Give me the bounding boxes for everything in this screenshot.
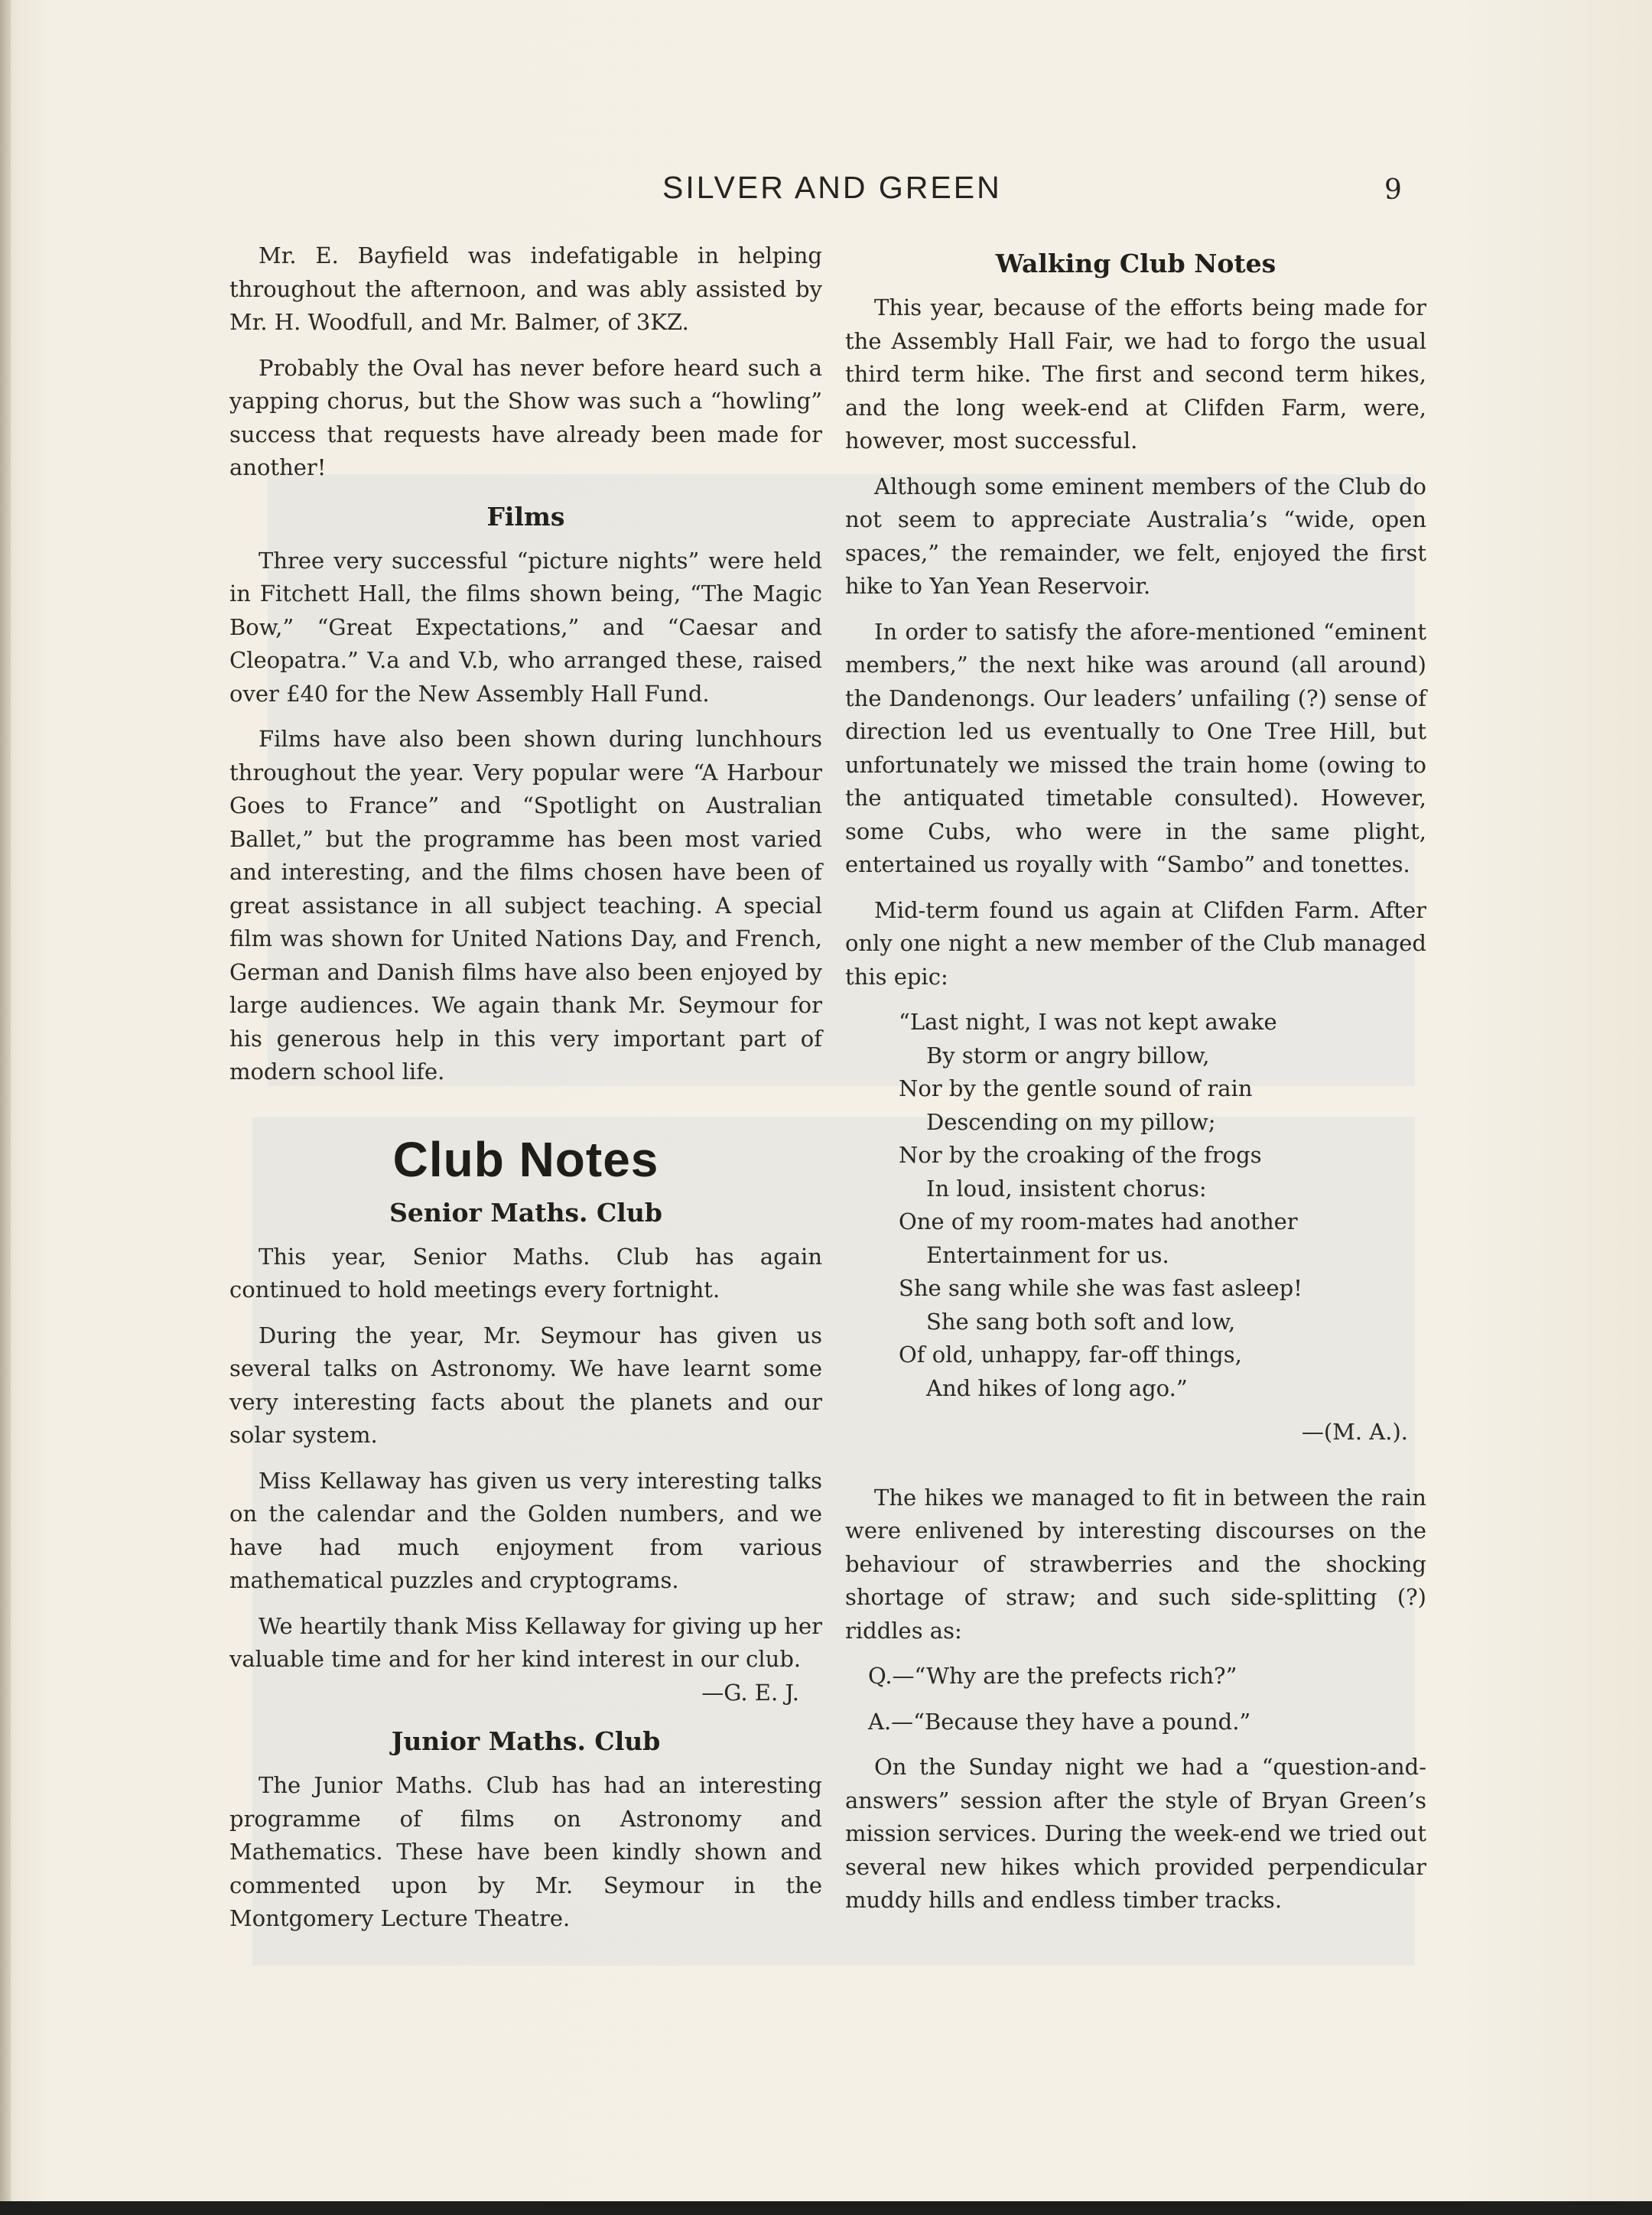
page-header [0, 170, 1652, 216]
paragraph: On the Sunday night we had a “question-and-answers” session after the style of Bryan Green’s mission services. During the week-end we tried out several new hikes which provided perpendicular muddy hills and endless timber tracks. [845, 1754, 1426, 1913]
poem-credit: —(M. A.). [1301, 1419, 1408, 1445]
paragraph: Three very successful “picture nights” were held in Fitchett Hall, the films shown being, “The Magic Bow,” “Great Expectations,” and “Caesar and Cleopatra.” V.a and V.b, who arranged these, raised over £40 for the New Assembly Hall Fund. [229, 547, 822, 707]
poem-line: Descending on my pillow; [926, 1108, 1216, 1135]
paragraph: We heartily thank Miss Kellaway for giving up her valuable time and for her kind interest in our club. [229, 1612, 822, 1672]
signature: —G. E. J. [701, 1679, 799, 1706]
paragraph: This year, because of the efforts being made for the Assembly Hall Fair, we had to forgo the usual third term hike. The first and second term hikes, and the long week-end at Clifden Farm, were, however, most successful. [845, 294, 1426, 454]
films-heading: Films [486, 501, 565, 532]
poem-line: She sang while she was fast asleep! [899, 1275, 1302, 1301]
poem-line: Entertainment for us. [926, 1241, 1169, 1268]
poem-line: Nor by the croaking of the frogs [899, 1142, 1262, 1168]
paragraph: In order to satisfy the afore-mentioned “eminent members,” the next hike was around (all around) the Dandenongs. Our leaders’ unfailing (?) sense of direction led us eventually to One Tree Hill, but unfortunately we missed the train home (owing to the antiquated timetable consulted). However, some Cubs, who were in the same plight, entertained us royally with “Sambo” and tonettes. [845, 618, 1426, 877]
paragraph: The Junior Maths. Club has had an interesting programme of films on Astronomy and Mathematics. These have been kindly shown and commented upon by Mr. Seymour in the Montgomery Lecture Theatre. [229, 1772, 822, 1931]
paragraph: The hikes we managed to fit in between the rain were enlivened by interesting discourses on the behaviour of strawberries and the shocking shortage of straw; and such side-splitting (?) riddles as: [845, 1484, 1426, 1644]
poem-line: She sang both soft and low, [926, 1308, 1236, 1335]
poem-line: By storm or angry billow, [926, 1042, 1210, 1068]
paragraph: Mr. E. Bayfield was indefatigable in helping throughout the afternoon, and was ably assisted by Mr. H. Woodfull, and Mr. Balmer, of 3KZ. [229, 242, 822, 335]
page-number: 9 [1384, 174, 1402, 206]
poem-line: One of my room-mates had another [899, 1208, 1298, 1234]
riddle-answer: A.—“Because they have a pound.” [868, 1708, 1251, 1735]
page-spine-shadow [0, 0, 11, 2201]
junior-maths-heading: Junior Maths. Club [391, 1726, 661, 1756]
paragraph: This year, Senior Maths. Club has again continued to hold meetings every fortnight. [229, 1243, 822, 1303]
poem-line: Of old, unhappy, far-off things, [899, 1342, 1242, 1368]
poem-line: In loud, insistent chorus: [926, 1175, 1207, 1202]
walking-club-heading: Walking Club Notes [995, 249, 1276, 278]
paragraph: Miss Kellaway has given us very interesting talks on the calendar and the Golden numbers, and we have had much enjoyment from various mathematical puzzles and cryptograms. [229, 1467, 822, 1593]
right-column [845, 239, 1426, 1930]
paragraph: During the year, Mr. Seymour has given us several talks on Astronomy. We have learnt some very interesting facts about the planets and our solar system. [229, 1322, 822, 1448]
paragraph: Probably the Oval has never before heard such a yapping chorus, but the Show was such a “howling” success that requests have already been made for another! [229, 354, 822, 480]
scan-bottom-edge [0, 2201, 1652, 2215]
running-title: SILVER AND GREEN [662, 170, 1002, 205]
poem [899, 1006, 1426, 1405]
poem-line: “Last night, I was not kept awake [899, 1009, 1277, 1035]
left-column [229, 239, 822, 1948]
paragraph: Although some eminent members of the Club do not seem to appreciate Australia’s “wide, open spaces,” the remainder, we felt, enjoyed the first hike to Yan Yean Reservoir. [845, 473, 1426, 599]
senior-maths-heading: Senior Maths. Club [389, 1197, 662, 1228]
paragraph: Films have also been shown during lunchhours throughout the year. Very popular were “A Harbour Goes to France” and “Spotlight on Australian Ballet,” but the programme has been most varied and interesting, and the films chosen have been of great assistance in all subject teaching. A special film was shown for United Nations Day, and French, German and Danish films have also been enjoyed by large audiences. We again thank Mr. Seymour for his generous help in this very important part of modern school life. [229, 726, 822, 1085]
riddle-question: Q.—“Why are the prefects rich?” [868, 1663, 1237, 1689]
club-notes-heading: Club Notes [392, 1131, 659, 1187]
poem-line: Nor by the gentle sound of rain [899, 1075, 1253, 1101]
paragraph: Mid-term found us again at Clifden Farm. After only one night a new member of the Club managed this epic: [845, 896, 1426, 990]
poem-line: And hikes of long ago.” [926, 1374, 1188, 1401]
